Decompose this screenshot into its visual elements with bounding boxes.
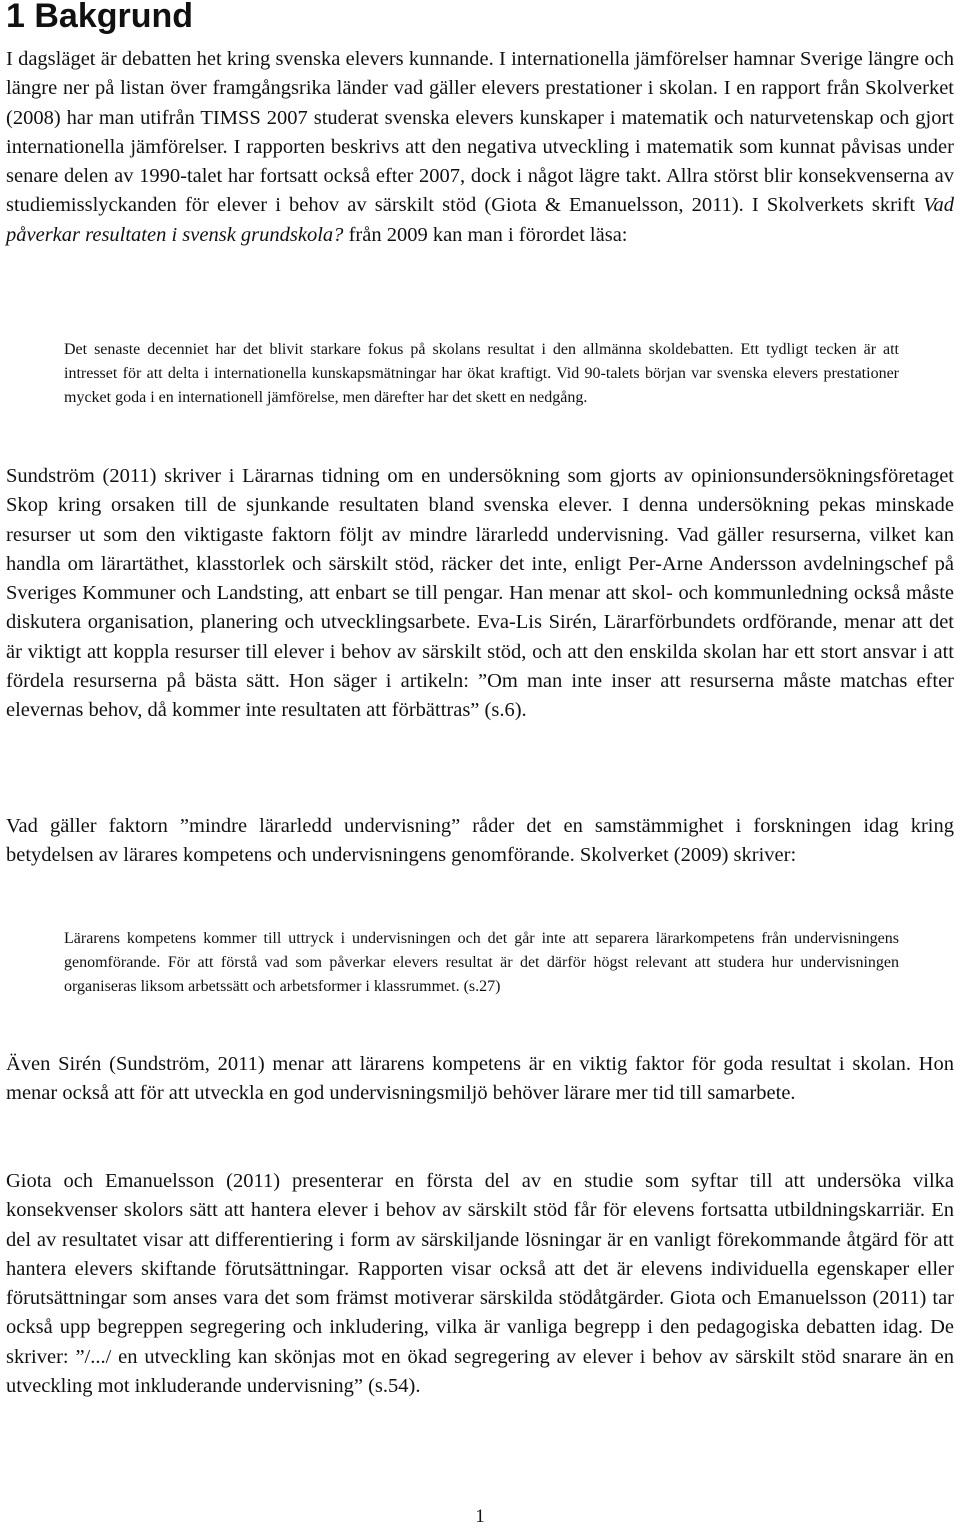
paragraph-larare-kompetens: Vad gäller faktorn ”mindre lärarledd undervisning” råder det en samstämmighet i forskningen idag kring betydelsen av lärares kompetens och undervisningens genomförande. Skolverket (2009) skriver: bbox=[6, 815, 954, 867]
block-quote-skolverket-2009: Det senaste decenniet har det blivit starkare fokus på skolans resultat i den allmänna skoldebatten. Ett tydligt tecken är att intresset för att delta i internationella kunskapsmätningar har ökat kraftigt. Vid 90-talets början var svenska elevers prestationer mycket goda i en internationell jämförelse, men därefter har det skett en nedgång. bbox=[64, 341, 899, 407]
paragraph-intro bbox=[6, 45, 954, 250]
paragraph-sundstrom: Sundström (2011) skriver i Lärarnas tidning om en undersökning som gjorts av opinionsundersökningsföretaget Skop kring orsaken till de sjunkande resultaten bland svenska elever. I denna undersökning pekas minskade resurser ut som den viktigaste faktorn följt av mindre lärarledd undervisning. Vad gäller resurserna, vilket kan handla om lärartäthet, klasstorlek och särskilt stöd, räcker det inte, enligt Per-Arne Andersson avdelningschef på Sveriges Kommuner och Landsting, att enbart se till pengar. Han menar att skol- och kommunledning också måste diskutera organisation, planering och utvecklingsarbete. Eva-Lis Sirén, Lärarförbundets ordförande, menar att det är viktigt att koppla resurser till elever i behov av särskilt stöd, och att den enskilda skolan har ett stort ansvar i att fördela resurserna på bästa sätt. Hon säger i artikeln: ”Om man inte inser att resurserna måste matchas efter elevernas behov, då kommer inte resultaten att förbättras” (s.6). bbox=[6, 465, 954, 722]
publication-title: Vad påverkar resultaten i svensk grundskola? bbox=[6, 194, 954, 246]
paragraph-intro-text-b: från 2009 kan man i förordet läsa: bbox=[343, 223, 628, 246]
paragraph-intro-text-a: I dagsläget är debatten het kring svenska elevers kunnande. I internationella jämförelser hamnar Sverige längre och längre ner på listan över framgångsrika länder vad gäller elevers prestationer i skolan. I en rapport från Skolverket (2008) har man utifrån TIMSS 2007 studerat svenska elevers kunskaper i matematik och naturvetenskap och gjort internationella jämförelser. I rapporten beskrivs att den negativa utveckling i matematik som kunnat påvisas under senare delen av 1990-talet har fortsatt också efter 2007, dock i något lägre takt. Allra störst blir konsekvenserna av studiemisslyckanden för elever i behov av särskilt stöd (Giota & Emanuelsson, 2011). I Skolverkets skrift bbox=[6, 48, 954, 217]
page-number: 1 bbox=[475, 1506, 485, 1527]
paragraph-giota-emanuelsson: Giota och Emanuelsson (2011) presenterar en första del av en studie som syftar till att undersöka vilka konsekvenser skolors sätt att hantera elever i behov av särskilt stöd får för elevens fortsatta utbildningskarriär. En del av resultatet visar att differentiering i form av särskiljande lösningar är en vanligt förekommande åtgärd för att hantera elevers skiftande förutsättningar. Rapporten visar också att det är elevens individuella egenskaper eller förutsättningar som anses vara det som främst motiverar särskilda stödåtgärder. Giota och Emanuelsson (2011) tar också upp begreppen segregering och inkludering, vilka är vanliga begrepp i den pedagogiska debatten idag. De skriver: ”/.../ en utveckling kan skönjas mot en ökad segregering av elever i behov av särskilt stöd snarare än en utveckling mot inkluderande undervisning” (s.54). bbox=[6, 1170, 954, 1398]
paragraph-siren: Även Sirén (Sundström, 2011) menar att lärarens kompetens är en viktig faktor för goda resultat i skolan. Hon menar också att för att utveckla en god undervisningsmiljö behöver lärare mer tid till samarbete. bbox=[6, 1053, 954, 1105]
block-quote-skolverket-kompetens: Lärarens kompetens kommer till uttryck i undervisningen och det går inte att separera lärarkompetens från undervisningens genomförande. För att förstå vad som påverkar elevers resultat är det därför högst relevant att studera hur undervisningen organiseras liksom arbetssätt och arbetsformer i klassrummet. (s.27) bbox=[64, 930, 899, 996]
section-heading: 1 Bakgrund bbox=[6, 0, 194, 35]
